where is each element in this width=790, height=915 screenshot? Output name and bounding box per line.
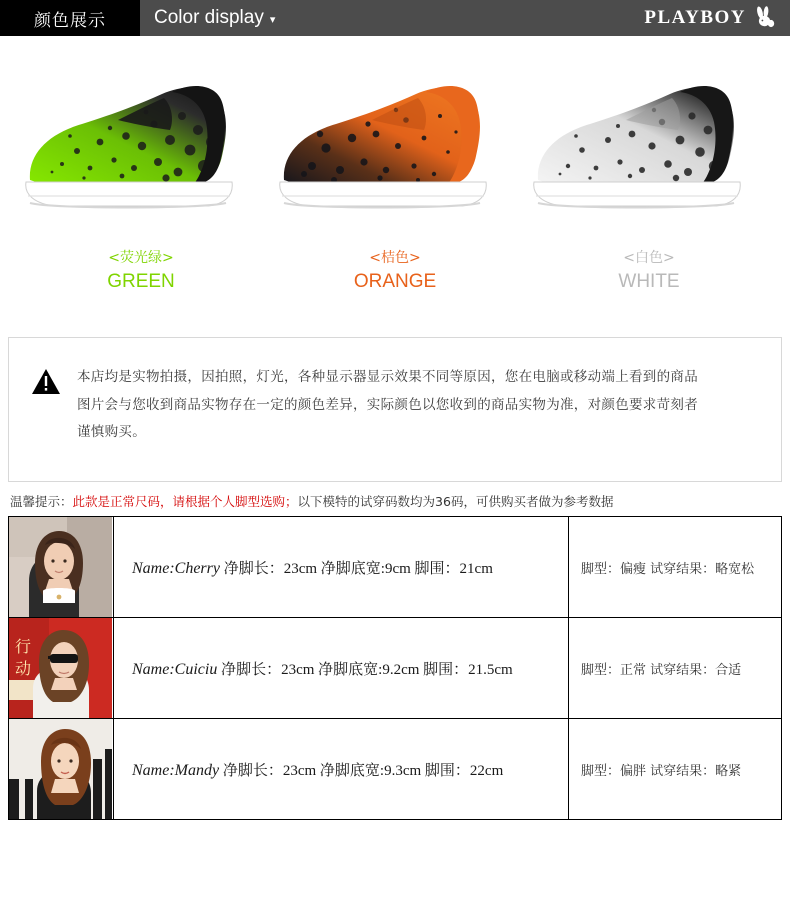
chevron-down-icon: ▾ [269, 13, 276, 26]
model-photo-cherry [9, 517, 114, 618]
page-header [0, 0, 790, 36]
color-showcase [0, 36, 790, 321]
table-row [9, 618, 782, 719]
model-size-table [8, 516, 782, 820]
model-info-cuiciu [114, 618, 569, 719]
color-label-green [16, 248, 266, 296]
model-result-mandy: 脚型：偏胖 试穿结果：略紧 [569, 719, 782, 820]
header-title-en-label: Color display [154, 7, 264, 28]
model-info-mandy [114, 719, 569, 820]
color-disclaimer-box [8, 337, 782, 482]
shoe-cell-green [16, 46, 266, 226]
color-label-orange-cn: <桔色> [369, 250, 421, 266]
model-measurements-cherry: 净脚长：23cm 净脚底宽:9cm 脚围：21cm [223, 560, 493, 577]
shoe-image-row [0, 46, 790, 226]
model-result-cherry: 脚型：偏瘦 试穿结果：略宽松 [569, 517, 782, 618]
model-name-mandy: Name:Mandy [132, 761, 220, 779]
model-measurements-mandy: 净脚长：23cm 净脚底宽:9.3cm 脚围：22cm [222, 762, 504, 779]
size-tip-highlight: 此款是正常尺码，请根据个人脚型选购； [72, 494, 298, 509]
header-title-en[interactable] [140, 0, 644, 36]
brand-logo [644, 0, 790, 36]
table-row [9, 517, 782, 618]
svg-text:动: 动 [15, 659, 32, 678]
warning-triangle-icon [31, 368, 61, 396]
color-label-green-cn: <荧光绿> [108, 250, 174, 266]
color-label-orange [270, 248, 520, 296]
shoe-cell-orange [270, 46, 520, 226]
color-label-orange-en: ORANGE [353, 271, 437, 293]
header-title-cn: 颜色展示 [0, 0, 140, 36]
model-measurements-cuiciu: 净脚长：23cm 净脚底宽:9.2cm 脚围：21.5cm [221, 661, 513, 678]
model-photo-mandy-image [9, 719, 112, 819]
shoe-image-orange [276, 76, 516, 226]
color-label-white-en: WHITE [618, 271, 680, 293]
disclaimer-line-2: 图片会与您收到商品实物存在一定的颜色差异，实际颜色以您收到的商品实物为准，对颜色要求苛刻者 [77, 396, 698, 413]
bunny-logo-icon [752, 6, 778, 28]
size-tip-prefix: 温馨提示： [10, 494, 73, 509]
color-label-green-en: GREEN [107, 271, 175, 293]
brand-name: PLAYBOY [644, 7, 746, 28]
model-photo-cuiciu [9, 618, 114, 719]
shoe-image-white [530, 76, 770, 226]
model-photo-cherry-image [9, 517, 112, 617]
color-label-white [524, 248, 774, 296]
model-photo-cuiciu-image [9, 618, 112, 718]
color-label-white-cn: <白色> [623, 250, 675, 266]
shoe-image-green [22, 76, 262, 226]
color-label-row [0, 226, 790, 296]
disclaimer-line-1: 本店均是实物拍摄，因拍照，灯光，各种显示器显示效果不同等原因，您在电脑或移动端上看到的商品 [77, 369, 698, 385]
model-result-cuiciu: 脚型：正常 试穿结果：合适 [569, 618, 782, 719]
size-tip-suffix: 以下模特的试穿码数均为36码，可供购买者做为参考数据 [297, 494, 614, 509]
model-name-cherry: Name:Cherry [132, 559, 220, 577]
model-photo-mandy [9, 719, 114, 820]
disclaimer-line-3: 谨慎购买。 [77, 424, 146, 441]
svg-text:行: 行 [15, 637, 32, 656]
table-row [9, 719, 782, 820]
size-tip [0, 482, 790, 516]
disclaimer-text [77, 364, 698, 447]
shoe-cell-white [524, 46, 774, 226]
model-info-cherry [114, 517, 569, 618]
model-name-cuiciu: Name:Cuiciu [132, 660, 218, 678]
